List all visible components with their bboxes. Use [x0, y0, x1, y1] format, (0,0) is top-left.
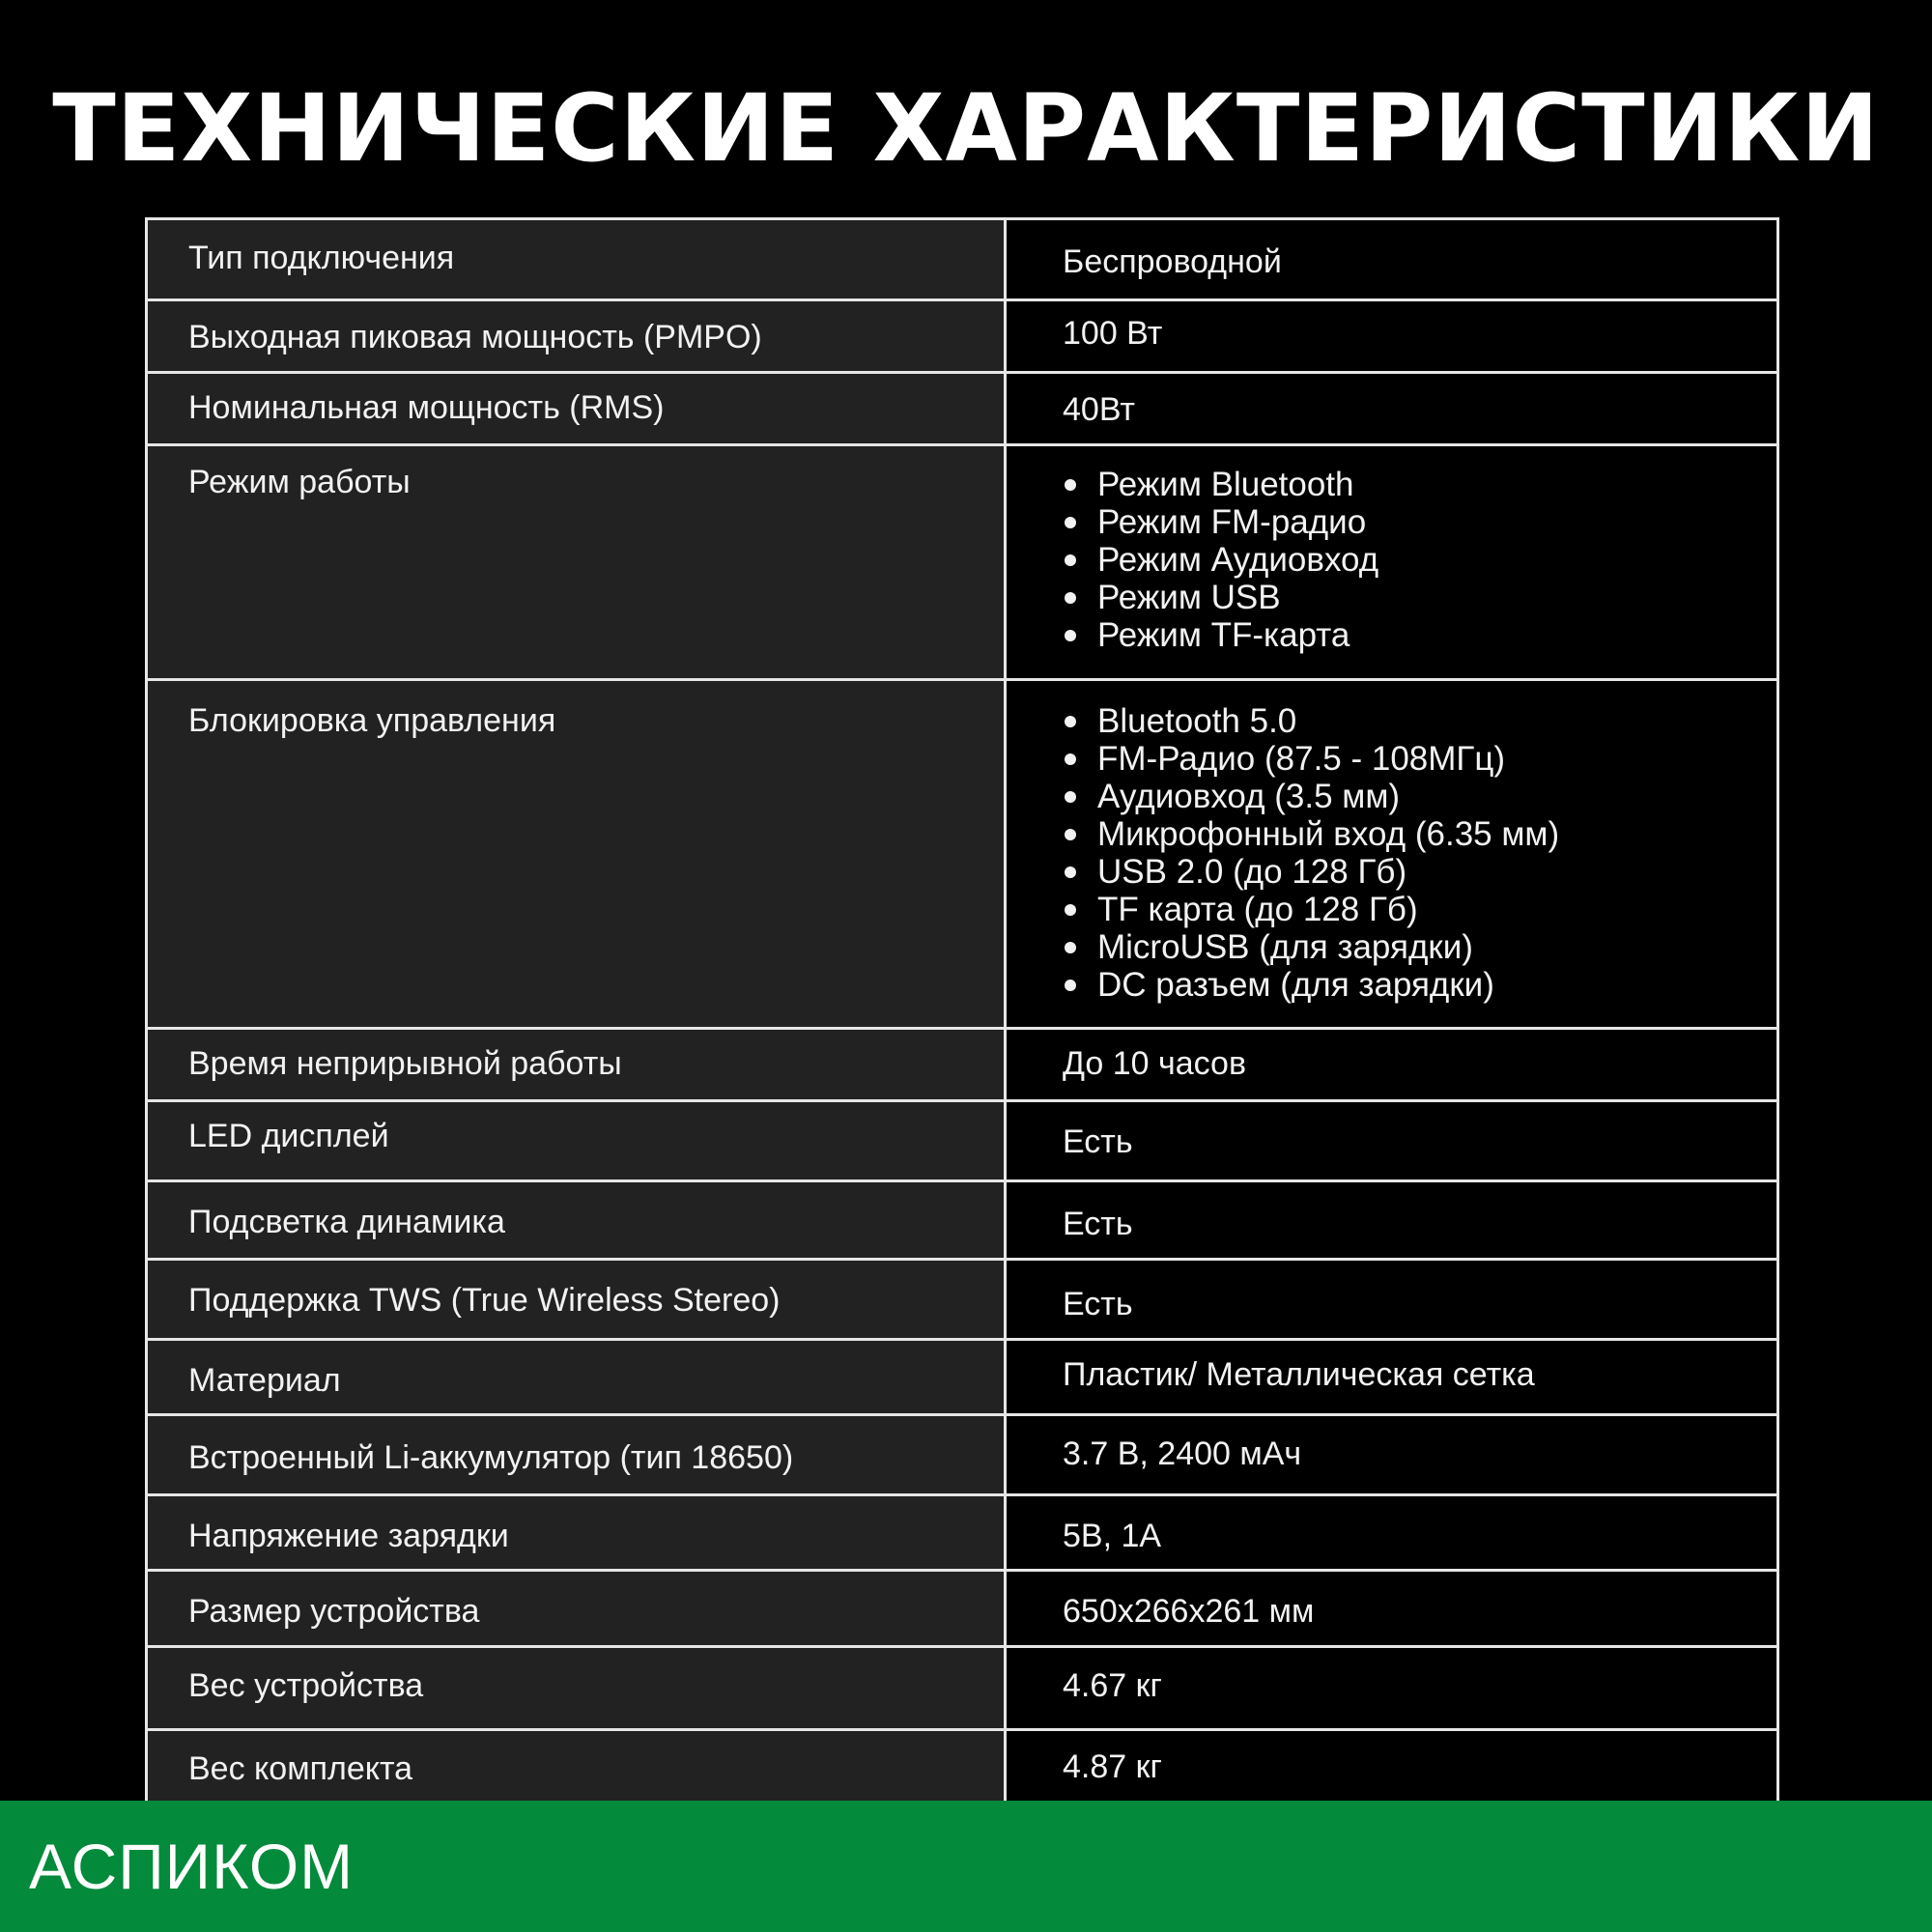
spec-value: 40Вт — [1006, 373, 1778, 445]
spec-label: Номинальная мощность (RMS) — [147, 373, 1006, 445]
spec-value: Есть — [1006, 1101, 1778, 1181]
spec-value: 100 Вт — [1006, 300, 1778, 373]
spec-value: Есть — [1006, 1260, 1778, 1340]
spec-label: Поддержка TWS (True Wireless Stereo) — [147, 1260, 1006, 1340]
brand-name: АСПИКОМ — [29, 1831, 355, 1902]
spec-value — [1006, 680, 1778, 1029]
spec-label: Вес комплекта — [147, 1730, 1006, 1811]
spec-row-control-block — [147, 680, 1778, 1029]
spec-row-backlight — [147, 1181, 1778, 1260]
list-item: USB 2.0 (до 128 Гб) — [1063, 853, 1776, 891]
spec-value: 4.67 кг — [1006, 1647, 1778, 1730]
list-item: Режим Bluetooth — [1063, 466, 1776, 503]
spec-label: Тип подключения — [147, 219, 1006, 300]
list-item: Аудиовход (3.5 мм) — [1063, 778, 1776, 815]
spec-label: Время неприрывной работы — [147, 1029, 1006, 1101]
spec-value: Беспроводной — [1006, 219, 1778, 300]
spec-row-weight — [147, 1647, 1778, 1730]
spec-value: Есть — [1006, 1181, 1778, 1260]
list-item: MicroUSB (для зарядки) — [1063, 928, 1776, 966]
spec-row-runtime — [147, 1029, 1778, 1101]
spec-row-led-display — [147, 1101, 1778, 1181]
list-item: Режим USB — [1063, 579, 1776, 616]
list-item: Режим FM-радио — [1063, 503, 1776, 541]
spec-value: 3.7 В, 2400 мАч — [1006, 1415, 1778, 1495]
modes-list — [1063, 466, 1776, 654]
spec-label: LED дисплей — [147, 1101, 1006, 1181]
list-item: TF карта (до 128 Гб) — [1063, 891, 1776, 928]
spec-value: 5В, 1А — [1006, 1495, 1778, 1571]
spec-row-package-weight — [147, 1730, 1778, 1811]
spec-label: Режим работы — [147, 445, 1006, 680]
footer-bar — [0, 1801, 1932, 1932]
spec-row-dimensions — [147, 1571, 1778, 1647]
page-title: ТЕХНИЧЕСКИЕ ХАРАКТЕРИСТИКИ — [52, 74, 1880, 183]
spec-row-charging — [147, 1495, 1778, 1571]
spec-label: Материал — [147, 1340, 1006, 1415]
spec-label: Вес устройства — [147, 1647, 1006, 1730]
spec-label: Встроенный Li-аккумулятор (тип 18650) — [147, 1415, 1006, 1495]
spec-value — [1006, 445, 1778, 680]
spec-label: Подсветка динамика — [147, 1181, 1006, 1260]
interfaces-list — [1063, 702, 1776, 1004]
list-item: Bluetooth 5.0 — [1063, 702, 1776, 740]
list-item: Режим TF-карта — [1063, 616, 1776, 654]
spec-row-peak-power — [147, 300, 1778, 373]
spec-row-rms-power — [147, 373, 1778, 445]
spec-label: Размер устройства — [147, 1571, 1006, 1647]
list-item: DC разъем (для зарядки) — [1063, 966, 1776, 1004]
spec-row-tws — [147, 1260, 1778, 1340]
list-item: Микрофонный вход (6.35 мм) — [1063, 815, 1776, 853]
list-item: Режим Аудиовход — [1063, 541, 1776, 579]
spec-row-material — [147, 1340, 1778, 1415]
spec-label: Напряжение зарядки — [147, 1495, 1006, 1571]
spec-value: 4.87 кг — [1006, 1730, 1778, 1811]
spec-value: До 10 часов — [1006, 1029, 1778, 1101]
spec-label: Выходная пиковая мощность (PMPO) — [147, 300, 1006, 373]
spec-label: Блокировка управления — [147, 680, 1006, 1029]
spec-row-modes — [147, 445, 1778, 680]
spec-value: Пластик/ Металлическая сетка — [1006, 1340, 1778, 1415]
spec-table — [145, 217, 1779, 1812]
list-item: FM-Радио (87.5 - 108МГц) — [1063, 740, 1776, 778]
spec-row-battery — [147, 1415, 1778, 1495]
spec-row-connection — [147, 219, 1778, 300]
spec-value: 650x266x261 мм — [1006, 1571, 1778, 1647]
